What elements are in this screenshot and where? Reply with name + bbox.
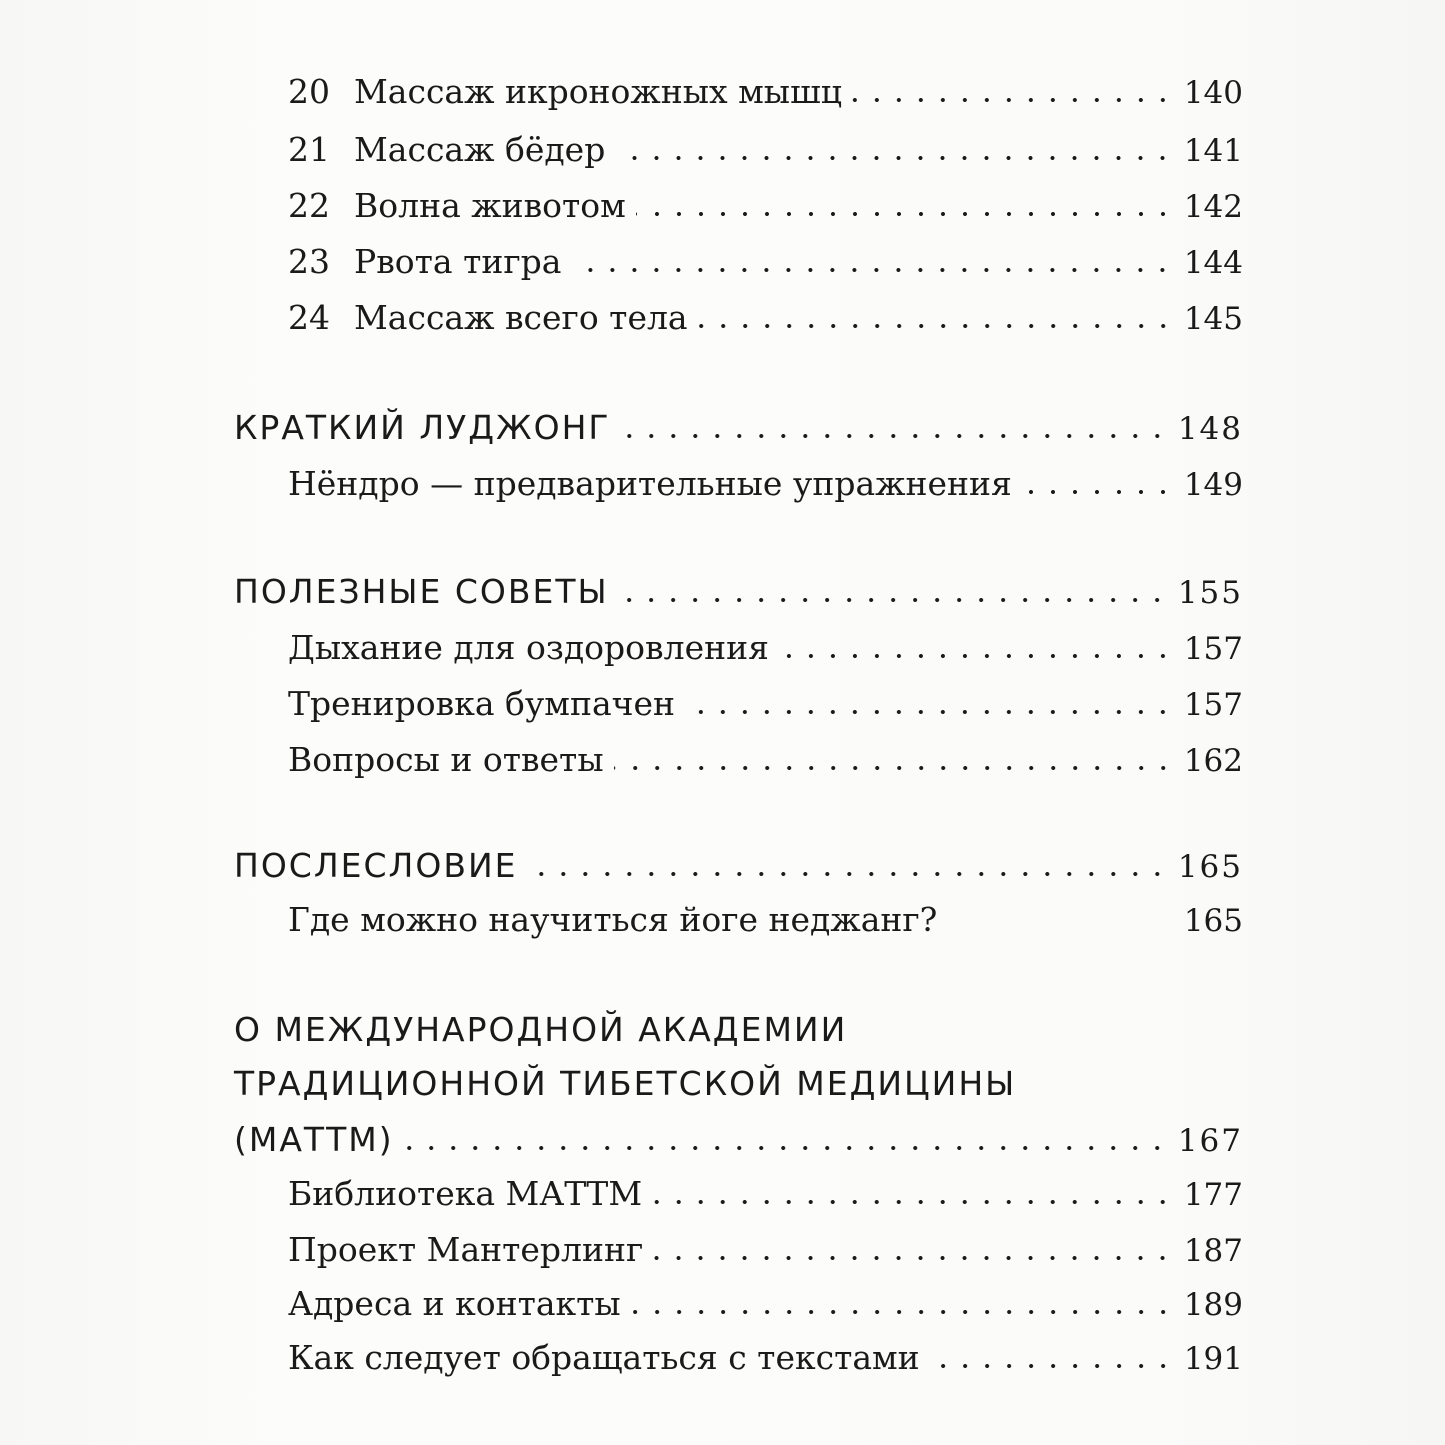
toc-entry <box>288 130 1243 169</box>
toc-section-heading <box>234 408 1243 447</box>
entry-title: Адреса и контакты <box>288 1284 621 1323</box>
entry-title: Дыхание для оздоровления <box>288 628 769 667</box>
entry-number: 21 <box>288 130 330 169</box>
dot-leader <box>636 211 1174 217</box>
entry-page-number: 191 <box>1183 1341 1243 1377</box>
toc-entry <box>288 186 1243 225</box>
dot-leader <box>615 155 1174 161</box>
entry-page-number: 177 <box>1183 1177 1243 1213</box>
entry-page-number: 142 <box>1183 189 1243 225</box>
entry-title: Волна животом <box>354 186 626 225</box>
toc-entry <box>288 684 1243 723</box>
section-title-line: О МЕЖДУНАРОДНОЙ АКАДЕМИИ <box>234 1010 848 1049</box>
entry-page-number: 165 <box>1183 903 1243 939</box>
entry-page-number: 187 <box>1183 1233 1243 1269</box>
entry-number: 20 <box>288 72 330 111</box>
section-title: КРАТКИЙ ЛУДЖОНГ <box>234 408 611 447</box>
toc-entry <box>288 900 1243 939</box>
entry-title: Как следует обращаться с текстами <box>288 1338 920 1377</box>
entry-page-number: 149 <box>1183 467 1243 503</box>
toc-entry <box>288 72 1243 111</box>
dot-leader <box>779 653 1174 659</box>
toc-entry <box>288 464 1243 503</box>
entry-page-number: 140 <box>1183 75 1243 111</box>
toc-entry <box>288 1174 1243 1213</box>
dot-leader <box>930 1363 1174 1369</box>
dot-leader <box>653 1255 1174 1261</box>
dot-leader <box>621 433 1168 439</box>
section-page-number: 165 <box>1177 849 1243 885</box>
entry-title: Где можно научиться йоге неджанг? <box>288 900 938 939</box>
entry-number: 23 <box>288 242 330 281</box>
section-title-line: ТРАДИЦИОННОЙ ТИБЕТСКОЙ МЕДИЦИНЫ <box>234 1064 1017 1103</box>
entry-title: Вопросы и ответы <box>288 740 604 779</box>
section-page-number: 167 <box>1177 1123 1243 1159</box>
toc-entry <box>288 1230 1243 1269</box>
toc-entry <box>288 628 1243 667</box>
dot-leader <box>1022 489 1174 495</box>
dot-leader <box>528 871 1168 877</box>
dot-leader <box>698 323 1174 329</box>
entry-page-number: 157 <box>1183 631 1243 667</box>
toc-section-heading <box>234 846 1243 885</box>
entry-title: Рвота тигра <box>354 242 562 281</box>
dot-leader <box>631 1309 1174 1315</box>
entry-title: Массаж бёдер <box>354 130 606 169</box>
entry-title: Библиотека МАТТМ <box>288 1174 643 1213</box>
entry-number: 24 <box>288 298 330 337</box>
toc-entry <box>288 1338 1243 1377</box>
entry-title: Тренировка бумпачен <box>288 684 675 723</box>
entry-page-number: 189 <box>1183 1287 1243 1323</box>
entry-title: Нёндро — предварительные упражнения <box>288 464 1012 503</box>
section-title: ПОСЛЕСЛОВИЕ <box>234 846 518 885</box>
toc-section-heading <box>234 1120 1243 1159</box>
toc-section-heading <box>234 572 1243 611</box>
section-title-line: (МАТТМ) <box>234 1120 394 1159</box>
entry-number: 22 <box>288 186 330 225</box>
entry-page-number: 141 <box>1183 133 1243 169</box>
dot-leader <box>619 597 1168 603</box>
entry-title: Массаж икроножных мышц <box>354 72 842 111</box>
dot-leader <box>614 765 1174 771</box>
dot-leader <box>685 709 1174 715</box>
section-page-number: 155 <box>1177 575 1243 611</box>
toc-entry <box>288 740 1243 779</box>
toc-entry <box>288 242 1243 281</box>
dot-leader <box>404 1145 1168 1151</box>
toc-entry <box>288 298 1243 337</box>
dot-leader <box>652 1199 1174 1205</box>
entry-title: Массаж всего тела <box>354 298 688 337</box>
entry-page-number: 145 <box>1183 301 1243 337</box>
dot-leader <box>571 267 1173 273</box>
section-page-number: 148 <box>1177 411 1243 447</box>
dot-leader <box>852 97 1174 103</box>
toc-entry <box>288 1284 1243 1323</box>
entry-title: Проект Мантерлинг <box>288 1230 644 1269</box>
entry-page-number: 144 <box>1183 245 1243 281</box>
entry-page-number: 157 <box>1183 687 1243 723</box>
entry-page-number: 162 <box>1183 743 1243 779</box>
section-title: ПОЛЕЗНЫЕ СОВЕТЫ <box>234 572 609 611</box>
